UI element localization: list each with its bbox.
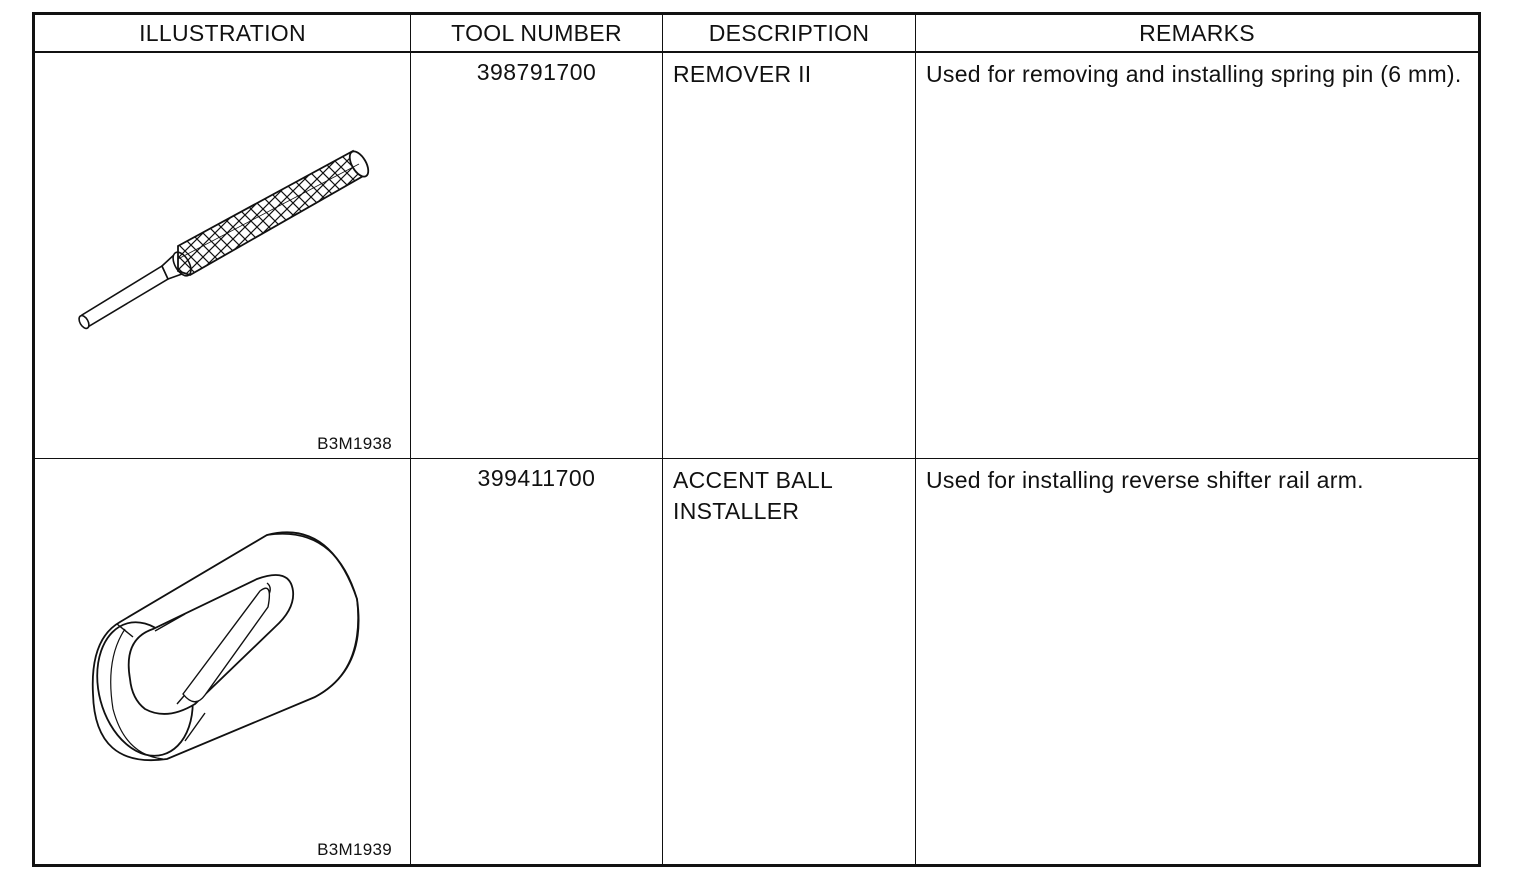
- header-description: DESCRIPTION: [663, 14, 916, 53]
- illustration-cell: [34, 52, 411, 459]
- figure-code: B3M1938: [317, 434, 392, 453]
- pin-remover-punch-icon: [35, 53, 410, 452]
- header-tool-number: TOOL NUMBER: [411, 14, 663, 53]
- table-row: [34, 459, 1480, 866]
- table-header-row: [34, 14, 1480, 53]
- tool-description: REMOVER II: [663, 52, 916, 459]
- header-remarks: REMARKS: [916, 14, 1480, 53]
- tool-remarks: Used for removing and installing spring pin (6 mm).: [916, 52, 1480, 459]
- illustration-cell: [34, 459, 411, 866]
- table-row: [34, 52, 1480, 459]
- header-illustration: ILLUSTRATION: [34, 14, 411, 53]
- special-tools-table: [32, 12, 1481, 867]
- tool-description: ACCENT BALL INSTALLER: [663, 459, 916, 866]
- figure-code: B3M1939: [317, 840, 392, 859]
- tool-remarks: Used for installing reverse shifter rail arm.: [916, 459, 1480, 866]
- tool-number: 398791700: [411, 52, 663, 459]
- accent-ball-installer-icon: [35, 459, 410, 858]
- tool-number: 399411700: [411, 459, 663, 866]
